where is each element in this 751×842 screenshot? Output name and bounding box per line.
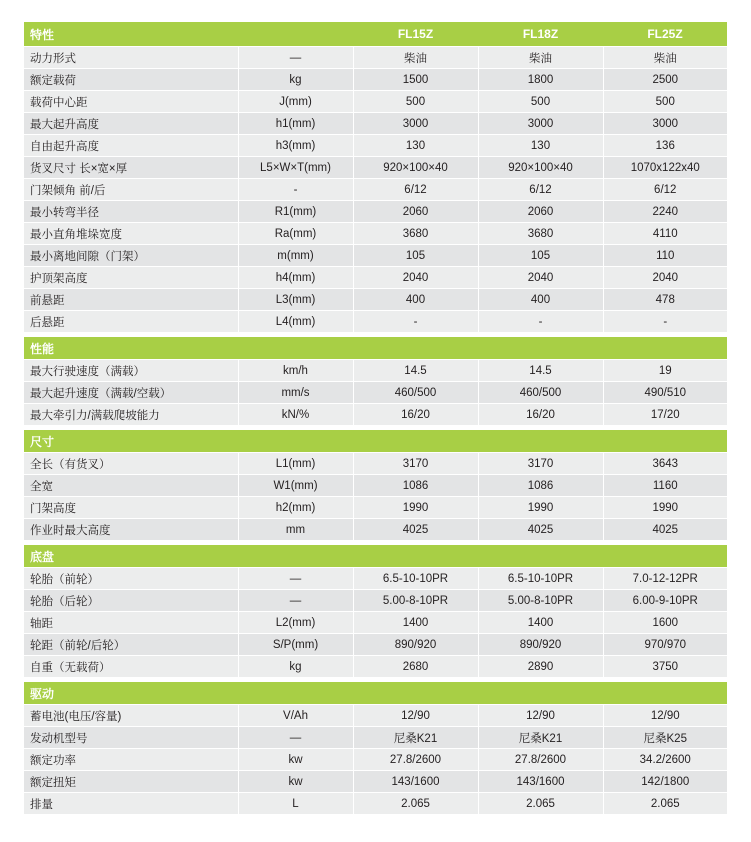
table-row <box>24 705 727 727</box>
row-value-1: 3680 <box>353 223 478 245</box>
table-row <box>24 245 727 267</box>
row-value-3: 970/970 <box>603 634 727 656</box>
table-row <box>24 201 727 223</box>
row-value-2: 6/12 <box>478 179 603 201</box>
row-value-3: 12/90 <box>603 705 727 727</box>
section-band-row <box>24 545 727 568</box>
row-value-2: 14.5 <box>478 360 603 382</box>
row-value-2: 尼桑K21 <box>478 727 603 749</box>
row-unit: L5×W×T(mm) <box>238 157 353 179</box>
row-feature-name: 全长（有货叉） <box>24 453 238 475</box>
table-row <box>24 47 727 69</box>
row-value-3: 7.0-12-12PR <box>603 568 727 590</box>
row-value-3: 6.00-9-10PR <box>603 590 727 612</box>
row-value-3: 1990 <box>603 497 727 519</box>
row-feature-name: 最大起升速度（满载/空载） <box>24 382 238 404</box>
row-value-2: 2040 <box>478 267 603 289</box>
table-body <box>24 22 727 815</box>
row-feature-name: 轮距（前轮/后轮） <box>24 634 238 656</box>
row-feature-name: 前悬距 <box>24 289 238 311</box>
row-feature-name: 蓄电池(电压/容量) <box>24 705 238 727</box>
table-row <box>24 157 727 179</box>
section-band-row <box>24 682 727 705</box>
table-row <box>24 135 727 157</box>
row-value-1: 3170 <box>353 453 478 475</box>
row-unit: Ra(mm) <box>238 223 353 245</box>
row-value-3: 490/510 <box>603 382 727 404</box>
row-unit: L1(mm) <box>238 453 353 475</box>
row-value-2: 柴油 <box>478 47 603 69</box>
row-value-2: 1800 <box>478 69 603 91</box>
row-value-3: 110 <box>603 245 727 267</box>
row-unit: L <box>238 793 353 815</box>
row-value-3: 2.065 <box>603 793 727 815</box>
section-band-row <box>24 337 727 360</box>
table-row <box>24 382 727 404</box>
row-unit: R1(mm) <box>238 201 353 223</box>
row-unit: L3(mm) <box>238 289 353 311</box>
row-unit: — <box>238 590 353 612</box>
row-value-1: 130 <box>353 135 478 157</box>
row-value-3: 1160 <box>603 475 727 497</box>
row-unit: kw <box>238 749 353 771</box>
row-unit: h3(mm) <box>238 135 353 157</box>
table-row <box>24 793 727 815</box>
table-row <box>24 771 727 793</box>
row-unit: mm <box>238 519 353 541</box>
row-value-2: 130 <box>478 135 603 157</box>
row-value-3: 4110 <box>603 223 727 245</box>
row-value-2: 2890 <box>478 656 603 678</box>
row-value-3: 2500 <box>603 69 727 91</box>
row-value-1: 6.5-10-10PR <box>353 568 478 590</box>
table-row <box>24 113 727 135</box>
row-value-2: 143/1600 <box>478 771 603 793</box>
header-model-2: FL18Z <box>478 22 603 47</box>
table-row <box>24 179 727 201</box>
row-value-2: 1990 <box>478 497 603 519</box>
row-unit: V/Ah <box>238 705 353 727</box>
row-unit: kw <box>238 771 353 793</box>
row-unit: W1(mm) <box>238 475 353 497</box>
header-model-3: FL25Z <box>603 22 727 47</box>
row-value-3: - <box>603 311 727 333</box>
table-row <box>24 311 727 333</box>
table-row <box>24 656 727 678</box>
row-value-2: 5.00-8-10PR <box>478 590 603 612</box>
table-row <box>24 590 727 612</box>
row-value-1: 4025 <box>353 519 478 541</box>
row-value-2: 890/920 <box>478 634 603 656</box>
row-feature-name: 额定功率 <box>24 749 238 771</box>
section-band-label: 尺寸 <box>24 430 727 453</box>
table-row <box>24 404 727 426</box>
row-feature-name: 额定载荷 <box>24 69 238 91</box>
row-unit: J(mm) <box>238 91 353 113</box>
row-unit: L2(mm) <box>238 612 353 634</box>
row-value-1: 1086 <box>353 475 478 497</box>
row-unit: h4(mm) <box>238 267 353 289</box>
row-unit: S/P(mm) <box>238 634 353 656</box>
row-value-2: 12/90 <box>478 705 603 727</box>
row-value-2: 2060 <box>478 201 603 223</box>
row-value-2: 105 <box>478 245 603 267</box>
table-row <box>24 727 727 749</box>
row-value-1: 1990 <box>353 497 478 519</box>
row-value-3: 柴油 <box>603 47 727 69</box>
row-value-1: 2040 <box>353 267 478 289</box>
row-value-1: 1500 <box>353 69 478 91</box>
table-row <box>24 612 727 634</box>
row-value-3: 478 <box>603 289 727 311</box>
table-row <box>24 497 727 519</box>
row-feature-name: 动力形式 <box>24 47 238 69</box>
row-value-2: 460/500 <box>478 382 603 404</box>
table-row <box>24 360 727 382</box>
section-band-row <box>24 430 727 453</box>
row-feature-name: 载荷中心距 <box>24 91 238 113</box>
row-value-1: 柴油 <box>353 47 478 69</box>
row-value-3: 3000 <box>603 113 727 135</box>
row-unit: h1(mm) <box>238 113 353 135</box>
row-value-1: - <box>353 311 478 333</box>
row-value-1: 5.00-8-10PR <box>353 590 478 612</box>
row-value-1: 500 <box>353 91 478 113</box>
table-row <box>24 475 727 497</box>
row-value-3: 17/20 <box>603 404 727 426</box>
row-feature-name: 护顶架高度 <box>24 267 238 289</box>
row-value-2: 400 <box>478 289 603 311</box>
row-feature-name: 货叉尺寸 长×宽×厚 <box>24 157 238 179</box>
row-feature-name: 最小直角堆垛宽度 <box>24 223 238 245</box>
row-unit: kg <box>238 69 353 91</box>
row-unit: — <box>238 568 353 590</box>
row-feature-name: 轴距 <box>24 612 238 634</box>
row-value-2: 2.065 <box>478 793 603 815</box>
row-unit: km/h <box>238 360 353 382</box>
table-row <box>24 519 727 541</box>
row-value-2: 3680 <box>478 223 603 245</box>
row-value-3: 1070x122x40 <box>603 157 727 179</box>
row-value-3: 142/1800 <box>603 771 727 793</box>
row-feature-name: 最大牵引力/满载爬坡能力 <box>24 404 238 426</box>
row-feature-name: 排量 <box>24 793 238 815</box>
section-band-label: 底盘 <box>24 545 727 568</box>
row-value-3: 34.2/2600 <box>603 749 727 771</box>
row-value-2: 920×100×40 <box>478 157 603 179</box>
table-row <box>24 453 727 475</box>
table-header-row <box>24 22 727 47</box>
row-feature-name: 后悬距 <box>24 311 238 333</box>
row-value-1: 12/90 <box>353 705 478 727</box>
table-row <box>24 568 727 590</box>
row-unit: h2(mm) <box>238 497 353 519</box>
row-feature-name: 自重（无载荷） <box>24 656 238 678</box>
row-unit: — <box>238 727 353 749</box>
row-value-3: 2040 <box>603 267 727 289</box>
row-value-2: 16/20 <box>478 404 603 426</box>
table-row <box>24 223 727 245</box>
table-row <box>24 289 727 311</box>
row-value-1: 890/920 <box>353 634 478 656</box>
row-unit: mm/s <box>238 382 353 404</box>
header-unit-label <box>238 22 353 47</box>
row-value-3: 136 <box>603 135 727 157</box>
row-value-1: 27.8/2600 <box>353 749 478 771</box>
specification-table <box>24 22 727 815</box>
header-feature-label: 特性 <box>24 22 238 47</box>
row-feature-name: 自由起升高度 <box>24 135 238 157</box>
row-value-2: 1400 <box>478 612 603 634</box>
row-unit: m(mm) <box>238 245 353 267</box>
row-feature-name: 最大行驶速度（满载） <box>24 360 238 382</box>
row-value-1: 16/20 <box>353 404 478 426</box>
row-value-2: 1086 <box>478 475 603 497</box>
row-value-1: 2680 <box>353 656 478 678</box>
row-value-3: 500 <box>603 91 727 113</box>
row-value-2: 500 <box>478 91 603 113</box>
row-value-1: 920×100×40 <box>353 157 478 179</box>
row-value-1: 2.065 <box>353 793 478 815</box>
row-value-2: 3170 <box>478 453 603 475</box>
row-unit: L4(mm) <box>238 311 353 333</box>
row-value-1: 460/500 <box>353 382 478 404</box>
row-value-1: 3000 <box>353 113 478 135</box>
row-value-2: 27.8/2600 <box>478 749 603 771</box>
table-row <box>24 749 727 771</box>
row-feature-name: 最大起升高度 <box>24 113 238 135</box>
table-row <box>24 91 727 113</box>
row-feature-name: 门架高度 <box>24 497 238 519</box>
row-value-3: 3750 <box>603 656 727 678</box>
row-value-2: 6.5-10-10PR <box>478 568 603 590</box>
row-feature-name: 额定扭矩 <box>24 771 238 793</box>
row-value-1: 尼桑K21 <box>353 727 478 749</box>
row-value-3: 4025 <box>603 519 727 541</box>
row-feature-name: 发动机型号 <box>24 727 238 749</box>
row-value-3: 3643 <box>603 453 727 475</box>
table-row <box>24 69 727 91</box>
section-band-label: 驱动 <box>24 682 727 705</box>
row-unit: kN/% <box>238 404 353 426</box>
row-value-2: - <box>478 311 603 333</box>
row-feature-name: 最小离地间隙（门架） <box>24 245 238 267</box>
row-feature-name: 最小转弯半径 <box>24 201 238 223</box>
row-value-1: 1400 <box>353 612 478 634</box>
row-value-3: 6/12 <box>603 179 727 201</box>
row-value-1: 14.5 <box>353 360 478 382</box>
row-value-3: 19 <box>603 360 727 382</box>
row-unit: - <box>238 179 353 201</box>
section-band-label: 性能 <box>24 337 727 360</box>
table-row <box>24 634 727 656</box>
row-unit: — <box>238 47 353 69</box>
row-feature-name: 轮胎（前轮） <box>24 568 238 590</box>
row-feature-name: 轮胎（后轮） <box>24 590 238 612</box>
row-value-3: 2240 <box>603 201 727 223</box>
row-value-3: 1600 <box>603 612 727 634</box>
row-feature-name: 门架倾角 前/后 <box>24 179 238 201</box>
row-value-1: 6/12 <box>353 179 478 201</box>
row-value-1: 105 <box>353 245 478 267</box>
row-value-2: 3000 <box>478 113 603 135</box>
row-value-3: 尼桑K25 <box>603 727 727 749</box>
row-value-1: 400 <box>353 289 478 311</box>
row-feature-name: 全宽 <box>24 475 238 497</box>
row-feature-name: 作业时最大高度 <box>24 519 238 541</box>
row-value-1: 2060 <box>353 201 478 223</box>
table-row <box>24 267 727 289</box>
row-value-2: 4025 <box>478 519 603 541</box>
row-value-1: 143/1600 <box>353 771 478 793</box>
header-model-1: FL15Z <box>353 22 478 47</box>
row-unit: kg <box>238 656 353 678</box>
